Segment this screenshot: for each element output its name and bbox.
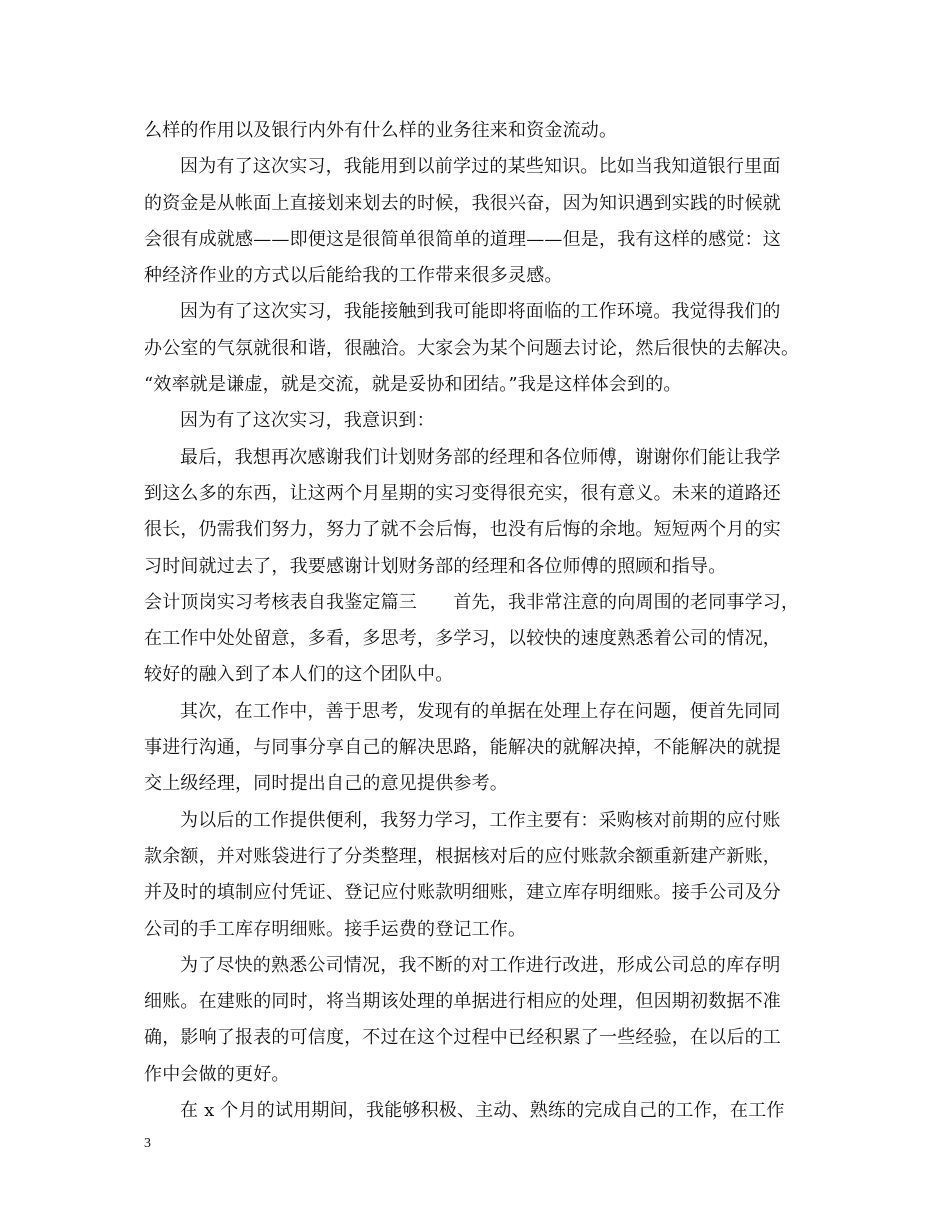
text-line: 细账。在建账的同时，将当期该处理的单据进行相应的处理，但因期初数据不准 [144,991,781,1013]
page-number: 3 [144,1136,151,1151]
text-line: 因为有了这次实习，我意识到： [180,410,435,432]
text-line: 种经济作业的方式以后能给我的工作带来很多灵感。 [144,265,563,287]
text-line: “效率就是谦虚，就是交流，就是妥协和团结。”我是这样体会到的。 [144,374,682,396]
text-line: 在工作中处处留意，多看，多思考，多学习，以较快的速度熟悉着公司的情况， [144,628,781,650]
text-line: 其次，在工作中，善于思考，发现有的单据在处理上存在问题，便首先同同 [180,700,781,722]
text-line: 的资金是从帐面上直接划来划去的时候，我很兴奋，因为知识遇到实践的时候就 [144,192,781,214]
text-line: 较好的融入到了本人们的这个团队中。 [144,664,454,686]
text-line: 公司的手工库存明细账。接手运费的登记工作。 [144,918,527,940]
text-line: 作中会做的更好。 [144,1063,290,1085]
text-line: 最后，我想再次感谢我们计划财务部的经理和各位师傅，谢谢你们能让我学 [180,446,781,468]
text-line: 在 x 个月的试用期间，我能够积极、主动、熟练的完成自己的工作，在工作 [180,1100,785,1122]
text-line: 么样的作用以及银行内外有什么样的业务往来和资金流动。 [144,120,618,141]
text-line: 款余额，并对账袋进行了分类整理，根据核对后的应付账款余额重新建产新账， [144,845,781,867]
text-line: 习时间就过去了，我要感谢计划财务部的经理和各位师傅的照顾和指导。 [144,555,727,577]
text-line: 因为有了这次实习，我能接触到我可能即将面临的工作环境。我觉得我们的 [180,301,781,323]
text-line: 并及时的填制应付凭证、登记应付账款明细账，建立库存明细账。接手公司及分 [144,882,781,904]
text-line: 很长，仍需我们努力，努力了就不会后悔，也没有后悔的余地。短短两个月的实 [144,519,781,541]
text-line: 为以后的工作提供便利，我努力学习，工作主要有：采购核对前期的应付账 [180,809,781,831]
text-line: 交上级经理，同时提出自己的意见提供参考。 [144,773,508,795]
text-line: 因为有了这次实习，我能用到以前学过的某些知识。比如当我知道银行里面 [180,156,781,178]
text-line: 为了尽快的熟悉公司情况，我不断的对工作进行改进，形成公司总的库存明 [180,954,781,976]
body-text [144,113,824,1129]
text-line: 办公室的气氛就很和谐，很融洽。大家会为某个问题去讨论，然后很快的去解决。 [144,337,800,359]
text-line: 到这么多的东西，让这两个月星期的实习变得很充实，很有意义。未来的道路还 [144,482,781,504]
text-line: 确，影响了报表的可信度，不过在这个过程中已经积累了一些经验，在以后的工 [144,1027,781,1049]
text-line: 事进行沟通，与同事分享自己的解决思路，能解决的就解决掉，不能解决的就提 [144,737,781,759]
text-line: 会很有成就感——即便这是很简单很简单的道理——但是，我有这样的感觉：这 [144,228,781,250]
section-title-line: 会计顶岗实习考核表自我鉴定篇三 首先，我非常注意的向周围的老同事学习， [144,591,800,613]
